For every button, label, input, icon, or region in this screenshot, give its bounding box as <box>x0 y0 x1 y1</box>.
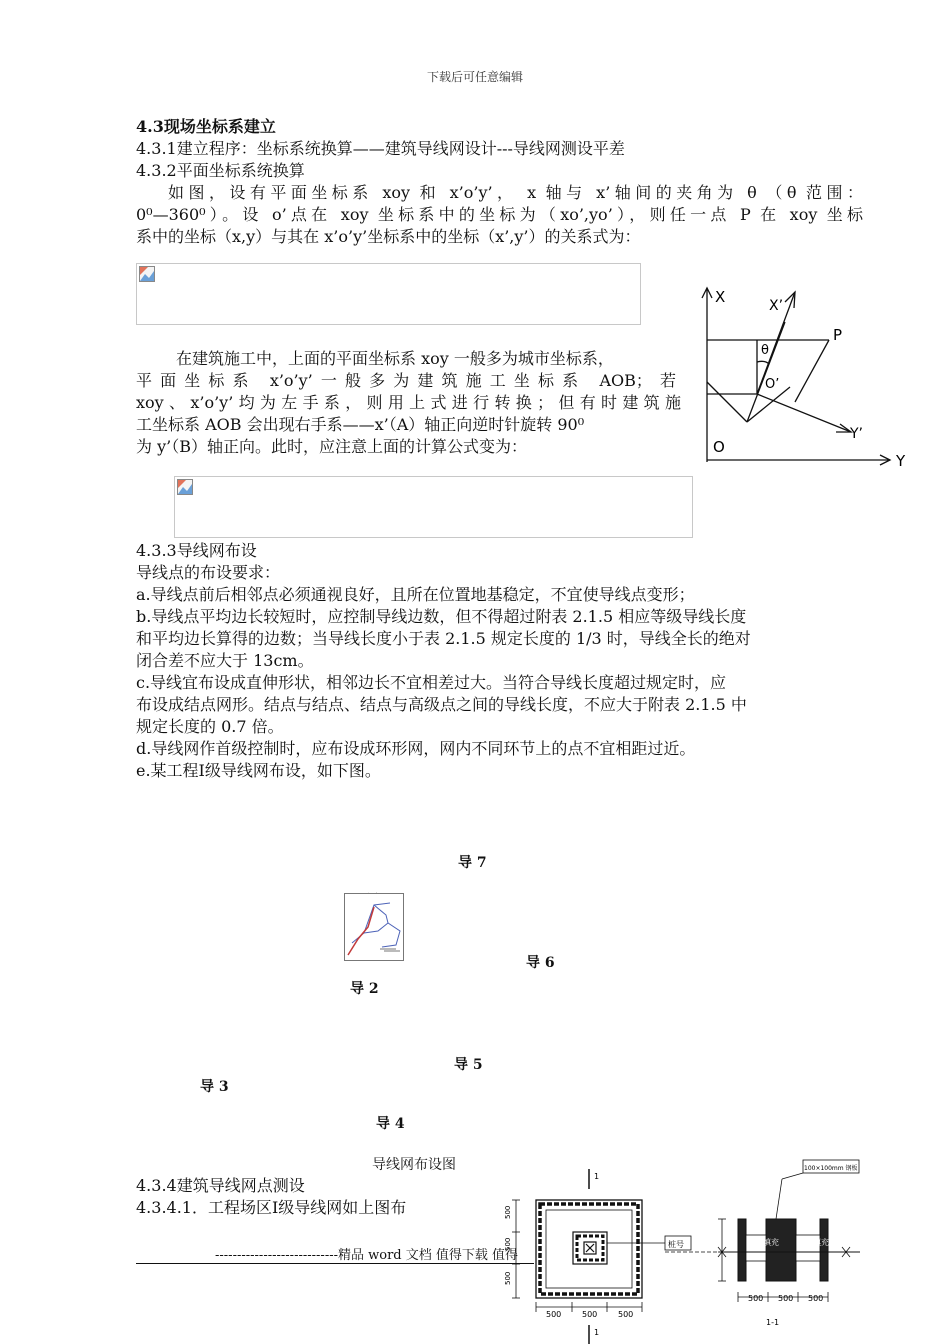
requirement-b-2: 和平均边长算得的边数；当导线长度小于表 2.1.5 规定长度的 1/3 时，导线全长的绝对 <box>136 629 751 648</box>
point-label-3: 导 3 <box>200 1079 229 1095</box>
steel-plate-label: 100×100mm 钢板 <box>804 1165 858 1172</box>
requirement-a: a.导线点前后相邻点必须通视良好，且所在位置地基稳定，不宜使导线点变形； <box>136 585 695 604</box>
page-header: 下载后可任意编辑 <box>426 70 523 84</box>
intro-line-1: 如图，设有平面坐标系 xoy 和 x’o’y’， x 轴与 x’轴间的夹角为 θ （θ 范围： <box>168 183 863 202</box>
point-label-6: 导 6 <box>526 955 555 971</box>
point-label-7: 导 7 <box>458 855 487 871</box>
o-prime-label: O’ <box>765 377 780 392</box>
formula-image-2 <box>174 476 693 538</box>
intro-line-3: 系中的坐标（x,y）与其在 x’o’y’坐标系中的坐标（x’,y’）的关系式为： <box>136 227 641 246</box>
section-mark-bottom: 1 <box>594 1328 600 1337</box>
dim-plan-v1: 500 <box>504 1205 512 1219</box>
theta-label: θ <box>761 343 769 358</box>
dim-section-h2: 500 <box>778 1294 794 1303</box>
requirement-e: e.某工程Ⅰ级导线网布设，如下图。 <box>136 761 381 780</box>
para2-line-2: 平面坐标系 x’o’y’一般多为建筑施工坐标系 AOB；若 <box>136 371 676 390</box>
network-caption: 导线网布设图 <box>372 1157 456 1173</box>
dim-plan-h3: 500 <box>618 1310 634 1319</box>
dim-plan-v3: 500 <box>504 1271 512 1285</box>
section-1-1-label: 1-1 <box>766 1318 780 1327</box>
requirement-d: d.导线网作首级控制时，应布设成环形网，网内不同环节上的点不宜相距过近。 <box>136 739 696 758</box>
footer-rule <box>136 1263 534 1264</box>
subsection-4-3-1: 4.3.1建立程序：坐标系统换算——建筑导线网设计---导线网测设平差 <box>136 139 625 158</box>
y-axis-label: Y <box>896 452 906 470</box>
sand-fill-label-2: 砂子填充 <box>797 1238 829 1247</box>
para2-line-1: 在建筑施工中，上面的平面坐标系 xoy 一般多为城市坐标系， <box>176 349 614 368</box>
dim-plan-v2: 500 <box>504 1237 512 1251</box>
broken-image-icon <box>177 479 193 495</box>
p-label: P <box>833 326 843 344</box>
para2-line-3: xoy、x’o’y’均为左手系，则用上式进行转换；但有时建筑施 <box>136 393 681 412</box>
x-axis-label: X <box>715 288 726 306</box>
control-point-detail-drawing <box>490 1155 900 1344</box>
para2-line-5: 为 y’（B）轴正向。此时，应注意上面的计算公式变为： <box>136 437 527 456</box>
broken-image-icon <box>139 266 155 282</box>
requirements-title: 导线点的布设要求： <box>136 563 281 582</box>
sand-fill-label-1: 砂子填充 <box>747 1238 779 1247</box>
y-prime-label: Y’ <box>850 426 864 442</box>
subsection-4-3-2: 4.3.2平面坐标系统换算 <box>136 161 305 180</box>
subsection-4-3-4-1: 4.3.4.1．工程场区Ⅰ级导线网如上图布 <box>136 1198 407 1217</box>
dim-section-h3: 500 <box>808 1294 824 1303</box>
requirement-c-1: c.导线宜布设成直伸形状，相邻边长不宜相差过大。当符合导线长度超过规定时，应 <box>136 673 727 692</box>
intro-line-2: 0⁰—360⁰）。设 o’点在 xoy 坐标系中的坐标为（xo’,yo’），则任一点 P 在 xoy 坐标 <box>136 205 863 224</box>
subsection-4-3-4: 4.3.4建筑导线网点测设 <box>136 1176 305 1195</box>
requirement-b-1: b.导线点平均边长较短时，应控制导线边数，但不得超过附表 2.1.5 相应等级导线长度 <box>136 607 747 626</box>
subsection-4-3-3: 4.3.3导线网布设 <box>136 541 257 560</box>
section-title: 4.3现场坐标系建立 <box>136 117 276 136</box>
formula-image-1 <box>136 263 641 325</box>
requirement-c-2: 布设成结点网形。结点与结点、结点与高级点之间的导线长度，不应大于附表 2.1.5 中 <box>136 695 747 714</box>
dim-plan-h1: 500 <box>546 1310 562 1319</box>
dim-plan-h2: 500 <box>582 1310 598 1319</box>
x-prime-label: X’ <box>769 298 784 314</box>
requirement-b-3: 闭合差不应大于 13cm。 <box>136 651 314 670</box>
section-mark-top: 1 <box>594 1172 600 1181</box>
point-label-4: 导 4 <box>376 1116 405 1132</box>
o-label: O <box>713 438 725 456</box>
para2-line-4: 工坐标系 AOB 会出现右手系——x’（A）轴正向逆时针旋转 90⁰ <box>136 415 585 434</box>
page-footer: ----------------------------精品 word 文档 值得下载 值得 <box>215 1248 519 1263</box>
stake-label: 桩号 <box>668 1240 684 1249</box>
coordinate-system-figure <box>695 282 915 472</box>
point-label-2: 导 2 <box>350 981 379 997</box>
network-thumbnail <box>344 893 404 961</box>
point-label-5: 导 5 <box>454 1057 483 1073</box>
requirement-c-3: 规定长度的 0.7 倍。 <box>136 717 284 736</box>
dim-section-h1: 500 <box>748 1294 764 1303</box>
